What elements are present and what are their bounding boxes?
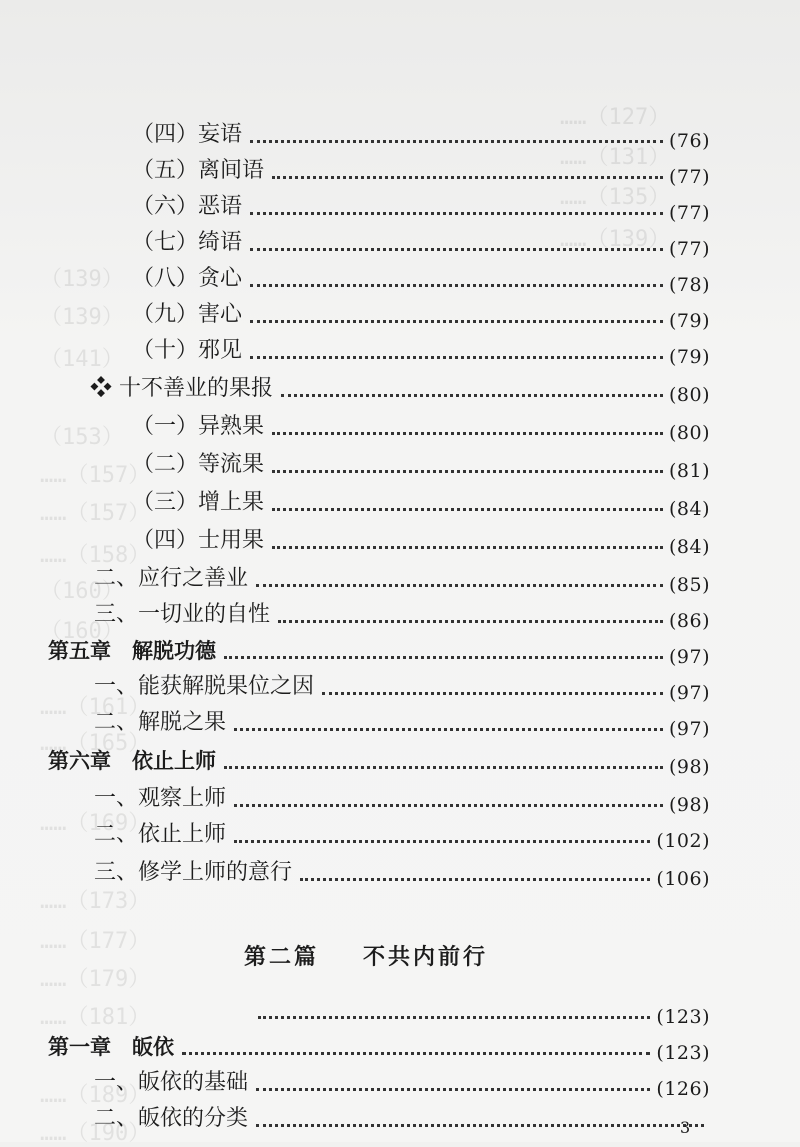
toc-entry[interactable] bbox=[90, 372, 710, 406]
toc-entry[interactable] bbox=[94, 1102, 710, 1136]
toc-page-number: (97) bbox=[668, 718, 710, 740]
toc-entry[interactable] bbox=[132, 298, 710, 332]
toc-entry[interactable] bbox=[132, 154, 710, 188]
toc-entry-title: （四）士用果 bbox=[132, 528, 265, 553]
toc-chapter-entry[interactable] bbox=[48, 634, 710, 668]
dot-leader bbox=[224, 766, 663, 769]
toc-page-number: (77) bbox=[668, 166, 710, 188]
toc-entry[interactable] bbox=[132, 334, 710, 368]
toc-entry-title: 二、依止上师 bbox=[94, 822, 227, 847]
dot-leader bbox=[234, 728, 663, 731]
toc-entry-title: 二、解脱之果 bbox=[94, 710, 227, 735]
toc-entry-title: （七）绮语 bbox=[132, 230, 243, 255]
toc-page-number: (78) bbox=[668, 274, 710, 296]
dot-leader bbox=[250, 356, 663, 359]
dot-leader bbox=[256, 584, 663, 587]
toc-entry-title: 一、皈依的基础 bbox=[94, 1070, 249, 1095]
toc-entry[interactable] bbox=[132, 226, 710, 260]
toc-entry[interactable] bbox=[132, 524, 710, 558]
toc-page-number: (85) bbox=[668, 574, 710, 596]
toc-page-number: (106) bbox=[656, 868, 710, 890]
toc-page-number: (77) bbox=[668, 202, 710, 224]
part-heading[interactable] bbox=[244, 940, 488, 971]
toc-entry[interactable] bbox=[132, 410, 710, 444]
toc-chapter-title: 第五章 解脱功德 bbox=[48, 639, 216, 663]
toc-page-number: (97) bbox=[668, 682, 710, 704]
dot-leader bbox=[272, 546, 663, 549]
page-number: 3 bbox=[680, 1118, 691, 1137]
toc-entry-title: （八）贪心 bbox=[132, 266, 243, 291]
toc-page-number: (84) bbox=[668, 536, 710, 558]
toc-entry[interactable] bbox=[94, 1066, 710, 1100]
dot-leader bbox=[234, 804, 663, 807]
toc-entry-title: （十）邪见 bbox=[132, 338, 243, 363]
toc-page-number: (79) bbox=[668, 310, 710, 332]
toc-page-number: (123) bbox=[656, 1006, 710, 1028]
toc-entry[interactable] bbox=[132, 190, 710, 224]
dot-leader bbox=[224, 656, 663, 659]
toc-page-number: (126) bbox=[656, 1078, 710, 1100]
dot-leader bbox=[272, 176, 663, 179]
dot-leader bbox=[250, 284, 663, 287]
toc-entry[interactable] bbox=[250, 994, 710, 1028]
toc-entry-title: （三）增上果 bbox=[132, 490, 265, 515]
toc-chapter-title: 第六章 依止上师 bbox=[48, 749, 216, 773]
toc-page-number: (79) bbox=[668, 346, 710, 368]
toc-entry-title: 一、观察上师 bbox=[94, 786, 227, 811]
dot-leader bbox=[272, 432, 663, 435]
dot-leader bbox=[250, 212, 663, 215]
dot-leader bbox=[182, 1052, 650, 1055]
dot-leader bbox=[300, 878, 650, 881]
toc-entry-title: 一、能获解脱果位之因 bbox=[94, 674, 315, 699]
dot-leader bbox=[278, 620, 663, 623]
toc-page-number: (123) bbox=[656, 1042, 710, 1064]
dot-leader bbox=[250, 140, 663, 143]
toc-entry[interactable] bbox=[132, 118, 710, 152]
toc-entry-title: 三、修学上师的意行 bbox=[94, 860, 293, 885]
toc-entry[interactable] bbox=[94, 706, 710, 740]
toc-entry[interactable] bbox=[132, 486, 710, 520]
toc-entry-title: （一）异熟果 bbox=[132, 414, 265, 439]
toc-page-number: (80) bbox=[668, 422, 710, 444]
toc-page-number: (76) bbox=[668, 130, 710, 152]
dot-leader bbox=[234, 840, 650, 843]
dot-leader bbox=[256, 1124, 704, 1127]
toc-entry[interactable] bbox=[94, 670, 710, 704]
toc-entry-title: 二、应行之善业 bbox=[94, 566, 249, 591]
toc-entry[interactable] bbox=[132, 262, 710, 296]
dot-leader bbox=[322, 692, 663, 695]
toc-page-number: (97) bbox=[668, 646, 710, 668]
dot-leader bbox=[281, 394, 663, 397]
toc-page-number: (84) bbox=[668, 498, 710, 520]
toc-entry-title: （二）等流果 bbox=[132, 452, 265, 477]
dot-leader bbox=[272, 470, 663, 473]
dot-leader bbox=[256, 1088, 650, 1091]
part-name: 不共内前行 bbox=[363, 945, 489, 970]
toc-entry[interactable] bbox=[132, 448, 710, 482]
toc-entry-title: 二、皈依的分类 bbox=[94, 1106, 249, 1131]
toc-page-number: (102) bbox=[656, 830, 710, 852]
toc-chapter-entry[interactable] bbox=[48, 744, 710, 778]
toc-chapter-title: 第一章 皈依 bbox=[48, 1035, 174, 1059]
toc-entry[interactable] bbox=[94, 782, 710, 816]
toc-entry[interactable] bbox=[94, 598, 710, 632]
toc-entry-title: （五）离间语 bbox=[132, 158, 265, 183]
toc-page-number: (98) bbox=[668, 794, 710, 816]
toc-entry[interactable] bbox=[94, 818, 710, 852]
dot-leader bbox=[272, 508, 663, 511]
toc-page-number: (86) bbox=[668, 610, 710, 632]
toc-page-number: (80) bbox=[668, 384, 710, 406]
toc-entry-title: 三、一切业的自性 bbox=[94, 602, 271, 627]
toc-page-number: (81) bbox=[668, 460, 710, 482]
toc-entry[interactable] bbox=[94, 856, 710, 890]
toc-entry-title: ❖ 十不善业的果报 bbox=[90, 376, 273, 401]
toc-entry-title: （六）恶语 bbox=[132, 194, 243, 219]
part-number: 第二篇 bbox=[244, 945, 320, 970]
dot-leader bbox=[250, 320, 663, 323]
toc-chapter-entry[interactable] bbox=[48, 1030, 710, 1064]
toc-page-number: (98) bbox=[668, 756, 710, 778]
toc-page-number: (77) bbox=[668, 238, 710, 260]
toc-entry-title: （九）害心 bbox=[132, 302, 243, 327]
dot-leader bbox=[250, 248, 663, 251]
toc-entry-title: （四）妄语 bbox=[132, 122, 243, 147]
toc-entry[interactable] bbox=[94, 562, 710, 596]
dot-leader bbox=[258, 1016, 650, 1019]
document-page: ……（127） ……（131） ……（135） ……（139） （139） （139） （141） （153） ……（157） ……（157） ……（158） （160） （160） ……（161） ……（165） ……（169） ……（173） ……（177） ……（179） ……（181） ……（189） ……（190） （四）妄语 (76) （五）离间语 (77) （六）恶语 (77) （七）绮语 (77) （八）贪心 (78) （九）害心 (79) （十）邪见 (79) ❖ 十不善业的果报 (80) （一）异熟果 (80) （二）等流果 (81) （三）增上果 (84) （四）士用果 (84) 二、应行之善业 (85) 三、一切业的自性 (86) 第五章 解脱功德 (97) 一、能获解脱果位之因 (97) 二、解脱之果 (97) 第六章 依止上师 (98) 一、观察上师 (98) 二、依止上师 (102) 三、修学上师的意行 (106) 第二篇 不共内前行 (123) 第一章 皈依 (123) 一、皈依的基础 (126) 二、皈依的分类 3 bbox=[0, 0, 800, 1142]
